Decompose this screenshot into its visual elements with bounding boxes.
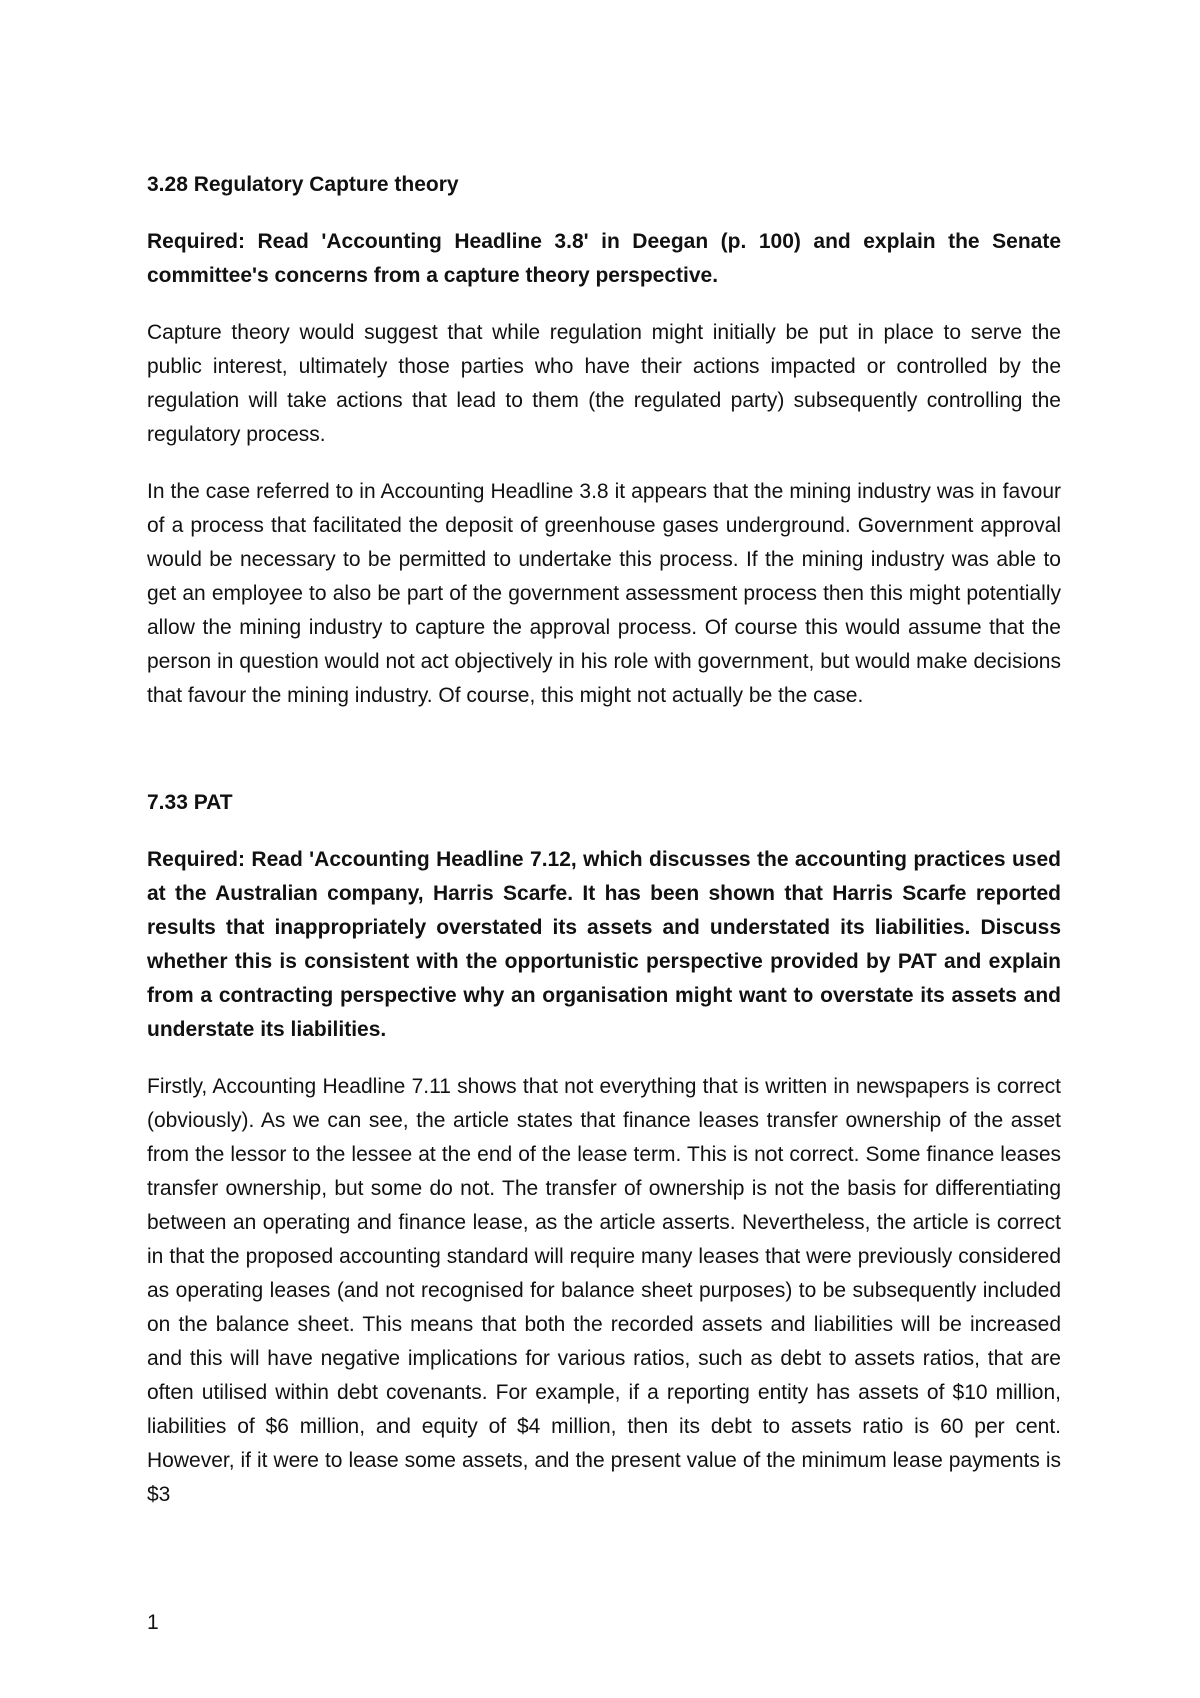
section-heading-regulatory-capture: 3.28 Regulatory Capture theory <box>147 173 459 196</box>
body-paragraph: In the case referred to in Accounting Headline 3.8 it appears that the mining industry was in favour of a process that facilitated the deposit of greenhouse gases underground. Government approval would be necessary to be permitted to undertake this process. If the mining industry was able to get an employee to also be part of the government assessment process then this might potentially allow the mining industry to capture the approval process. Of course this would assume that the person in question would not act objectively in his role with government, but would make decisions that favour the mining industry. Of course, this might not actually be the case. <box>147 480 1061 707</box>
required-question-regulatory-capture: Required: Read 'Accounting Headline 3.8' in Deegan (p. 100) and explain the Senate committee's concerns from a capture theory perspective. <box>147 230 1061 287</box>
required-question-pat: Required: Read 'Accounting Headline 7.12, which discusses the accounting practices used at the Australian company, Harris Scarfe. It has been shown that Harris Scarfe reported results that inappropriately overstated its assets and understated its liabilities. Discuss whether this is consistent with the opportunistic perspective provided by PAT and explain from a contracting perspective why an organisation might want to overstate its assets and understate its liabilities. <box>147 848 1061 1041</box>
body-paragraph: Capture theory would suggest that while regulation might initially be put in place to serve the public interest, ultimately those parties who have their actions impacted or controlled by the regulation will take actions that lead to them (the regulated party) subsequently controlling the regulatory process. <box>147 321 1061 446</box>
document-page <box>147 168 1061 1535</box>
section-spacer <box>147 736 1061 786</box>
page-number: 1 <box>147 1611 159 1634</box>
body-paragraph: Firstly, Accounting Headline 7.11 shows that not everything that is written in newspapers is correct (obviously). As we can see, the article states that finance leases transfer ownership of the asset from the lessor to the lessee at the end of the lease term. This is not correct. Some finance leases transfer ownership, but some do not. The transfer of ownership is not the basis for differentiating between an operating and finance lease, as the article asserts. Nevertheless, the article is correct in that the proposed accounting standard will require many leases that were previously considered as operating leases (and not recognised for balance sheet purposes) to be subsequently included on the balance sheet. This means that both the recorded assets and liabilities will be increased and this will have negative implications for various ratios, such as debt to assets ratios, that are often utilised within debt covenants. For example, if a reporting entity has assets of $10 million, liabilities of $6 million, and equity of $4 million, then its debt to assets ratio is 60 per cent. However, if it were to lease some assets, and the present value of the minimum lease payments is $3 <box>147 1075 1061 1506</box>
section-heading-pat: 7.33 PAT <box>147 791 233 814</box>
